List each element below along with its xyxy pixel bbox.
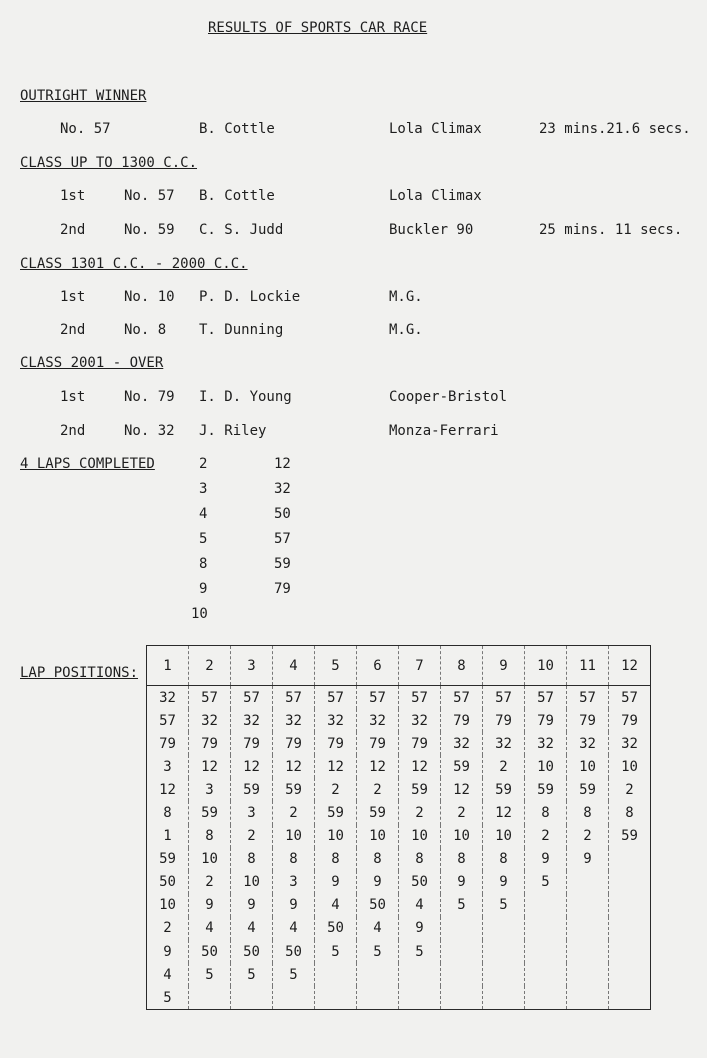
table-cell: 9 [399,917,441,940]
table-cell: 9 [483,871,525,894]
table-cell: 57 [609,686,651,710]
table-cell: 9 [163,943,172,960]
lap-header: 1 [147,646,189,686]
table-cell: 10 [357,825,399,848]
table-cell: 10 [567,755,609,778]
table-cell: 10 [189,848,231,871]
page-title: RESULTS OF SPORTS CAR RACE [208,20,428,36]
table-cell [609,894,651,917]
laps-completed-entry: 57 [274,531,291,547]
table-cell: 5 [441,894,483,917]
class3-number: No. 32 [124,423,175,439]
table-cell: 32 [609,732,651,755]
table-cell [441,986,483,1010]
table-cell: 32 [357,709,399,732]
lap-header: 6 [357,646,399,686]
class2-driver: T. Dunning [199,322,284,338]
table-cell: 8 [441,848,483,871]
laps-completed-entry: 5 [199,531,208,547]
table-cell: 59 [567,778,609,801]
table-cell [315,986,357,1010]
table-cell: 2 [231,825,273,848]
table-cell [357,963,399,986]
table-cell: 2 [567,825,609,848]
table-row [147,848,651,871]
table-cell: 8 [609,801,651,824]
table-row [147,825,651,848]
class3-car: Cooper-Bristol [389,389,508,405]
class2-number: No. 8 [124,322,167,338]
table-cell: 32 [525,732,567,755]
table-cell: 5 [273,963,315,986]
table-row [147,986,651,1010]
table-cell: 5 [357,940,399,963]
table-cell [399,963,441,986]
laps-completed-entry: 32 [274,481,291,497]
outright-heading: OUTRIGHT WINNER [20,88,147,104]
table-cell: 59 [357,801,399,824]
table-cell: 12 [273,755,315,778]
table-cell: 12 [357,755,399,778]
class2-pos: 2nd [60,322,86,338]
table-cell: 50 [357,894,399,917]
table-cell: 9 [357,871,399,894]
table-cell: 79 [567,709,609,732]
class2-driver: P. D. Lockie [199,289,301,305]
table-cell: 8 [399,848,441,871]
table-cell: 9 [441,871,483,894]
table-cell: 12 [189,755,231,778]
table-cell: 8 [357,848,399,871]
table-cell [567,963,609,986]
class3-driver: J. Riley [199,423,267,439]
table-cell: 79 [315,732,357,755]
table-cell: 12 [159,781,176,798]
table-cell: 57 [315,686,357,710]
table-cell: 57 [357,686,399,710]
table-cell: 32 [567,732,609,755]
table-cell [525,963,567,986]
table-cell: 3 [163,758,172,775]
table-cell: 10 [399,825,441,848]
lap-header: 8 [441,646,483,686]
table-cell: 59 [189,801,231,824]
table-cell: 50 [315,917,357,940]
table-cell [399,986,441,1010]
table-cell: 12 [315,755,357,778]
table-cell: 9 [567,848,609,871]
table-cell: 59 [159,851,176,868]
table-cell: 8 [163,805,172,822]
table-row [147,940,651,963]
table-cell: 57 [441,686,483,710]
table-cell: 32 [231,709,273,732]
class1-pos: 2nd [60,222,86,238]
table-cell [609,848,651,871]
table-cell: 12 [231,755,273,778]
table-cell: 79 [609,709,651,732]
table-cell: 2 [441,801,483,824]
class2-number: No. 10 [124,289,175,305]
table-cell: 79 [273,732,315,755]
class1-driver: B. Cottle [199,188,275,204]
table-cell: 50 [159,874,176,891]
table-cell: 10 [231,871,273,894]
table-cell: 10 [525,755,567,778]
table-row [147,755,651,778]
table-row [147,917,651,940]
table-row [147,709,651,732]
table-cell [609,940,651,963]
lap-header: 9 [483,646,525,686]
table-cell: 59 [525,778,567,801]
table-cell [441,963,483,986]
table-cell: 5 [231,963,273,986]
class3-pos: 2nd [60,423,86,439]
laps-completed-entry: 50 [274,506,291,522]
laps-completed-entry: 12 [274,456,291,472]
table-cell: 12 [441,778,483,801]
table-cell: 32 [273,709,315,732]
table-cell: 79 [159,735,176,752]
table-cell: 10 [609,755,651,778]
table-cell: 8 [567,801,609,824]
class3-car: Monza-Ferrari [389,423,499,439]
table-cell: 10 [273,825,315,848]
class1-car: Buckler 90 [389,222,474,238]
table-cell: 8 [315,848,357,871]
table-cell: 32 [441,732,483,755]
lap-header-row [147,646,651,686]
outright-car: Lola Climax [389,121,482,137]
table-cell: 32 [315,709,357,732]
table-cell: 4 [273,917,315,940]
table-cell: 10 [441,825,483,848]
lap-header: 12 [609,646,651,686]
table-cell: 79 [357,732,399,755]
class1-pos: 1st [60,188,86,204]
table-cell [567,986,609,1010]
table-cell: 8 [231,848,273,871]
table-row [147,732,651,755]
table-cell: 57 [231,686,273,710]
table-cell: 32 [159,689,176,706]
outright-driver: B. Cottle [199,121,275,137]
lap-header: 11 [567,646,609,686]
class3-pos: 1st [60,389,86,405]
class3-number: No. 79 [124,389,175,405]
lap-positions-table [146,645,651,1010]
lap-header: 10 [525,646,567,686]
table-cell: 59 [315,801,357,824]
table-cell: 59 [483,778,525,801]
table-cell: 10 [159,897,176,914]
table-cell: 50 [231,940,273,963]
table-cell: 12 [483,801,525,824]
table-cell [441,917,483,940]
table-cell: 9 [189,894,231,917]
table-cell: 59 [273,778,315,801]
table-cell: 9 [273,894,315,917]
table-cell: 57 [525,686,567,710]
table-cell [231,986,273,1010]
table-cell [441,940,483,963]
lap-header: 7 [399,646,441,686]
table-cell: 4 [231,917,273,940]
table-cell [189,986,231,1010]
class2-car: M.G. [389,322,423,338]
table-row [147,686,651,710]
table-cell: 79 [483,709,525,732]
class1-driver: C. S. Judd [199,222,284,238]
table-cell: 1 [163,828,172,845]
laps-completed-entry: 10 [191,606,208,622]
table-cell: 2 [357,778,399,801]
class3-heading: CLASS 2001 - OVER [20,355,164,371]
laps-completed-heading: 4 LAPS COMPLETED [20,456,155,472]
table-cell [609,871,651,894]
laps-completed-entry: 59 [274,556,291,572]
table-cell [357,986,399,1010]
table-cell: 5 [315,940,357,963]
table-cell: 8 [483,848,525,871]
table-cell: 79 [441,709,483,732]
laps-completed-entry: 2 [199,456,208,472]
table-cell: 79 [189,732,231,755]
table-cell: 2 [189,871,231,894]
table-cell: 10 [315,825,357,848]
laps-completed-entry: 4 [199,506,208,522]
table-cell [525,894,567,917]
table-cell: 57 [189,686,231,710]
table-cell: 10 [483,825,525,848]
table-cell: 5 [189,963,231,986]
table-cell: 2 [399,801,441,824]
table-cell [609,917,651,940]
outright-number: No. 57 [60,121,111,137]
class3-driver: I. D. Young [199,389,292,405]
class2-heading: CLASS 1301 C.C. - 2000 C.C. [20,256,248,272]
table-cell: 9 [525,848,567,871]
table-cell: 57 [399,686,441,710]
lap-positions-body [147,686,651,1010]
table-cell: 4 [357,917,399,940]
table-cell: 50 [399,871,441,894]
table-row [147,963,651,986]
table-cell [567,917,609,940]
table-cell: 79 [399,732,441,755]
table-cell: 9 [315,871,357,894]
table-cell: 57 [567,686,609,710]
class2-car: M.G. [389,289,423,305]
table-cell [483,986,525,1010]
outright-time: 23 mins.21.6 secs. [539,121,691,137]
table-cell: 59 [399,778,441,801]
table-row [147,801,651,824]
laps-completed-entry: 79 [274,581,291,597]
table-cell: 79 [231,732,273,755]
table-cell: 32 [189,709,231,732]
table-cell [567,894,609,917]
table-cell: 3 [189,778,231,801]
table-cell: 57 [483,686,525,710]
table-cell: 5 [163,989,172,1006]
table-cell: 4 [189,917,231,940]
class1-number: No. 57 [124,188,175,204]
table-cell: 2 [525,825,567,848]
table-cell: 2 [315,778,357,801]
table-cell: 5 [483,894,525,917]
class1-time: 25 mins. 11 secs. [539,222,683,238]
laps-completed-entry: 3 [199,481,208,497]
table-cell: 32 [399,709,441,732]
table-cell: 2 [609,778,651,801]
class1-heading: CLASS UP TO 1300 C.C. [20,155,198,171]
table-cell [525,940,567,963]
class2-pos: 1st [60,289,86,305]
laps-completed-entry: 8 [199,556,208,572]
table-cell [525,986,567,1010]
table-cell: 57 [273,686,315,710]
table-cell: 32 [483,732,525,755]
table-cell: 2 [163,920,172,937]
table-cell: 12 [399,755,441,778]
table-cell [483,917,525,940]
table-cell: 4 [163,966,172,983]
table-cell: 57 [159,712,176,729]
table-cell [609,963,651,986]
table-row [147,778,651,801]
class1-number: No. 59 [124,222,175,238]
table-cell: 79 [525,709,567,732]
class1-car: Lola Climax [389,188,482,204]
table-cell: 5 [525,871,567,894]
table-cell [609,986,651,1010]
table-cell [483,940,525,963]
table-row [147,871,651,894]
table-cell: 9 [231,894,273,917]
table-cell: 2 [483,755,525,778]
table-cell: 4 [315,894,357,917]
laps-completed-entry: 9 [199,581,208,597]
table-cell [483,963,525,986]
table-cell: 59 [441,755,483,778]
lap-header: 3 [231,646,273,686]
lap-header: 4 [273,646,315,686]
table-cell [315,963,357,986]
table-cell: 59 [231,778,273,801]
table-row [147,894,651,917]
lap-header: 2 [189,646,231,686]
table-cell: 3 [273,871,315,894]
table-cell: 8 [525,801,567,824]
table-cell [567,940,609,963]
table-cell: 50 [189,940,231,963]
table-cell: 5 [399,940,441,963]
lap-positions-label: LAP POSITIONS: [20,665,139,681]
table-cell: 50 [273,940,315,963]
table-cell: 4 [399,894,441,917]
table-cell: 3 [231,801,273,824]
table-cell: 8 [273,848,315,871]
table-cell [525,917,567,940]
table-cell: 8 [189,825,231,848]
table-cell [567,871,609,894]
lap-header: 5 [315,646,357,686]
table-cell [273,986,315,1010]
table-cell: 59 [609,825,651,848]
table-cell: 2 [273,801,315,824]
